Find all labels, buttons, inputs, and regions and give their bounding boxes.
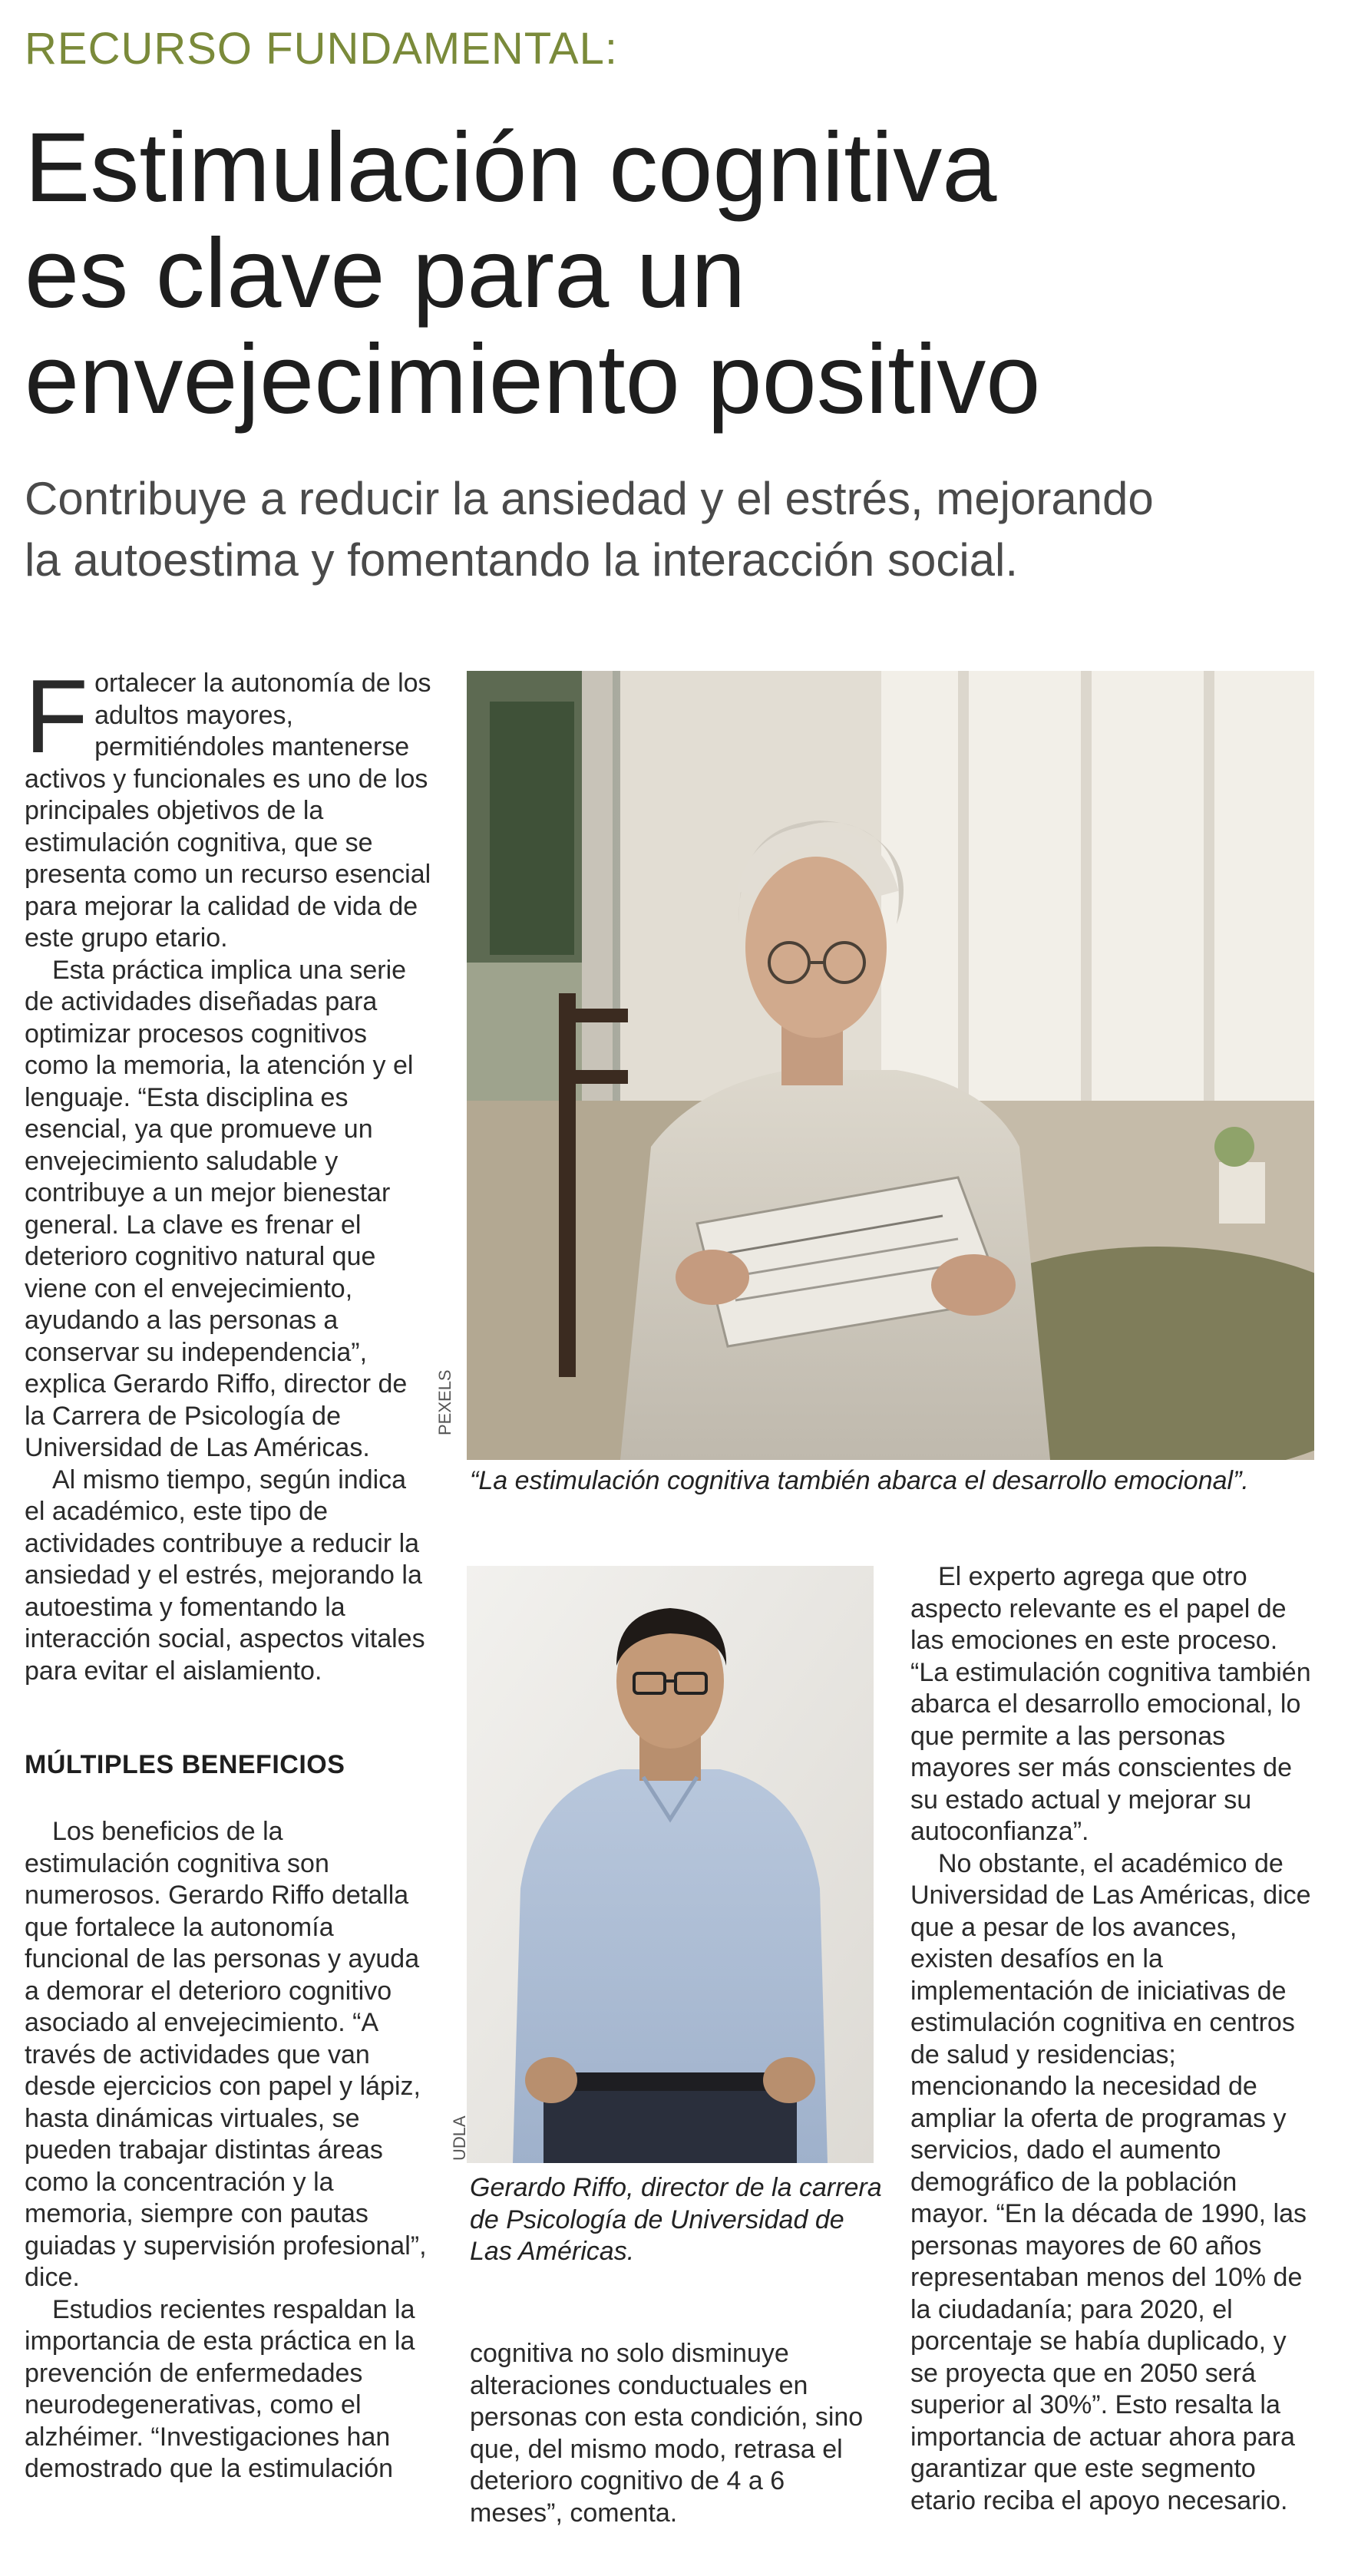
section-heading: MÚLTIPLES BENEFICIOS <box>25 1750 345 1779</box>
article-column-middle <box>470 2338 869 2529</box>
headline-line: envejecimiento positivo <box>25 325 1041 434</box>
kicker: RECURSO FUNDAMENTAL: <box>25 24 618 74</box>
subheadline-line: la autoestima y fomentando la interacción social. <box>25 534 1019 586</box>
body-paragraph: Estudios recientes respaldan la importancia de esta práctica en la prevención de enfermedades neurodegenerativas, como el alzhéimer. “Investigaciones han demostrado que la estimulación <box>25 2294 415 2483</box>
body-paragraph: Los beneficios de la estimulación cognitiva son numerosos. Gerardo Riffo detalla que fortalece la autonomía funcional de las personas y ayuda a demorar el deterioro cognitivo asociado al envejecimiento. “A través de actividades que van desde ejercicios con papel y lápiz, hasta dinámicas virtuales, se pueden trabajar distintas áreas como la concentración y la memoria, siempre con pautas guiadas y supervisión profesional”, dice. <box>25 1817 427 2292</box>
drop-cap: F <box>25 658 89 774</box>
photo-portrait-gerardo-riffo <box>467 1566 874 2163</box>
photo-caption: “La estimulación cognitiva también abarca el desarrollo emocional”. <box>470 1466 1249 1495</box>
body-paragraph: cognitiva no solo disminuye alteraciones conductuales en personas con esta condición, sino que, del mismo modo, retrasa el deterioro cognitivo de 4 a 6 meses”, comenta. <box>470 2339 864 2528</box>
subheadline-line: Contribuye a reducir la ansiedad y el estrés, mejorando <box>25 473 1154 524</box>
photo-credit: UDLA <box>450 2115 469 2161</box>
headline-line: Estimulación cognitiva <box>25 113 997 223</box>
headline <box>25 115 1291 433</box>
photo-credit: PEXELS <box>435 1369 454 1435</box>
body-paragraph: Al mismo tiempo, según indica el académico, este tipo de actividades contribuye a reducir la ansiedad y el estrés, mejorando la autoestima y fomentando la interacción social, aspectos vitales para evitar el aislamiento. <box>25 1465 425 1686</box>
article-column-left <box>25 658 431 1687</box>
body-paragraph: Esta práctica implica una serie de actividades diseñadas para optimizar procesos cognitivos como la memoria, la atención y el lenguaje. “Esta disciplina es esencial, ya que promueve un envejecimiento saludable y contribuye a un mejor bienestar general. La clave es frenar el deterioro cognitivo natural que viene con el envejecimiento, ayudando a las personas a conservar su independencia”, explica Gerardo Riffo, director de la Carrera de Psicología de Universidad de Las Américas. <box>25 955 414 1462</box>
article-column-left-continued <box>25 1816 431 2485</box>
headline-line: es clave para un <box>25 219 746 329</box>
article-column-right <box>910 1561 1317 2517</box>
intro-paragraph <box>25 658 431 955</box>
intro-text: ortalecer la autonomía de los adultos mayores, permitiéndoles mantenerse activos y funcionales es uno de los principales objetivos de la estimulación cognitiva, que se presenta como un recurso esencial para mejorar la calidad de vida de este grupo etario. <box>25 669 431 953</box>
body-paragraph: El experto agrega que otro aspecto relevante es el papel de las emociones en este proceso. “La estimulación cognitiva también abarca el desarrollo emocional, lo que permite a las personas mayores ser más conscientes de su estado actual y mejorar su autoconfianza”. <box>910 1562 1311 1846</box>
body-paragraph: No obstante, el académico de Universidad de Las Américas, dice que a pesar de los avances, existen desafíos en la implementación de iniciativas de estimulación cognitiva en centros de salud y residencias; mencionando la necesidad de ampliar la oferta de programas y servicios, dado el aumento demográfico de la población mayor. “En la década de 1990, las personas mayores de 60 años representaban menos del 10% de la ciudadanía; para 2020, el porcentaje se había duplicado, y se proyecta que en 2050 será superior al 30%”. Esto resalta la importancia de actuar ahora para garantizar que este segmento etario reciba el apoyo necesario. <box>910 1848 1311 2515</box>
subheadline <box>25 468 1314 591</box>
photo-caption: Gerardo Riffo, director de la carrera de Psicología de Universidad de Las Américas. <box>470 2173 882 2266</box>
photo-man-reading-newspaper <box>467 671 1314 1460</box>
